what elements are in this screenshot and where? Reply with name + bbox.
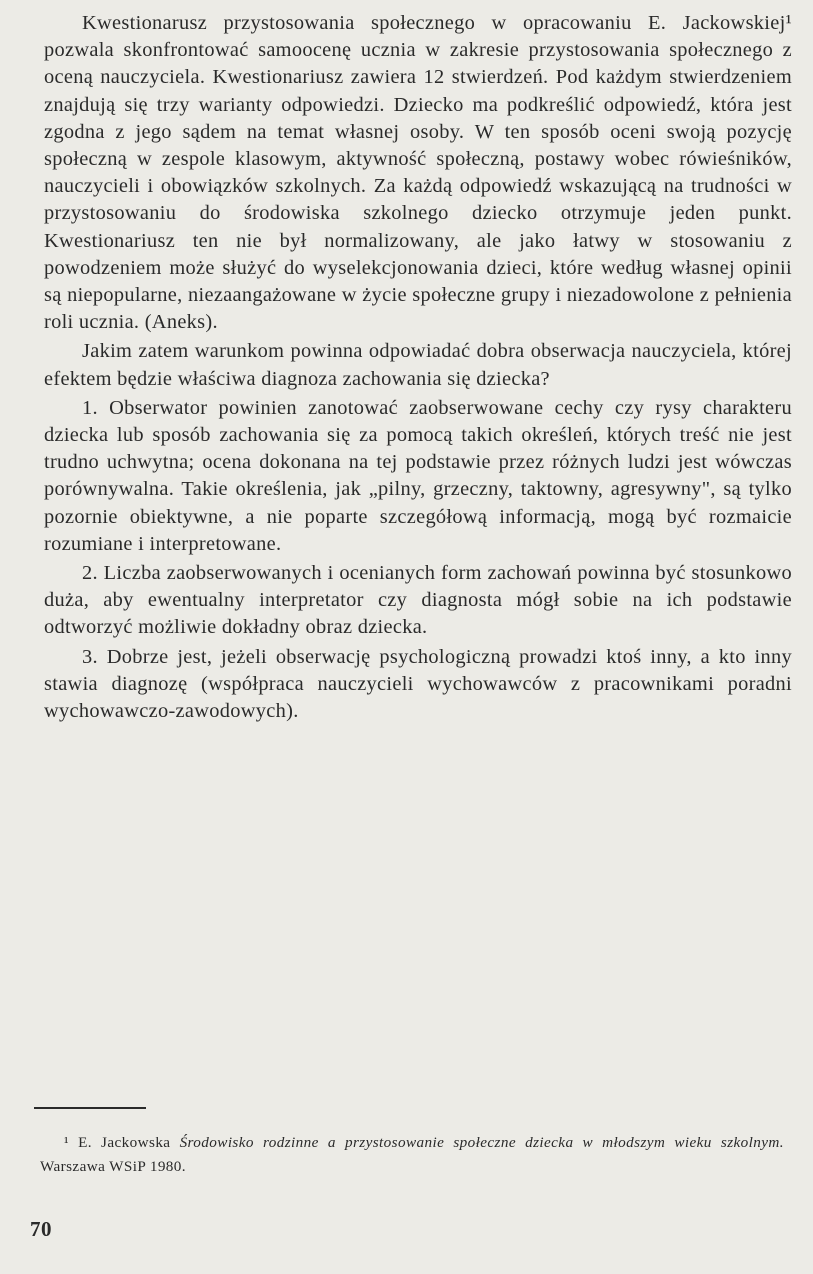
- paragraph-condition-3: 3. Dobrze jest, jeżeli obserwację psychologiczną prowadzi ktoś inny, a kto inny stawia diagnozę (współpraca nauczycieli wychowawców z pracownikami poradni wychowawczo-zawodowych).: [44, 645, 792, 723]
- footnote-title: Środowisko rodzinne a przystosowanie społeczne dziecka w młodszym wieku szkolnym.: [179, 1134, 784, 1151]
- page-number: 70: [30, 1217, 52, 1241]
- paragraph-questionnaire: Kwestionarusz przystosowania społecznego w opracowaniu E. Jackowskiej¹ pozwala skonfrontować samoocenę ucznia w zakresie przystosowania społecznego z oceną nauczyciela. Kwestionariusz zawiera 12 stwierdzeń. Pod każdym stwierdzeniem znajdują się trzy warianty odpowiedzi. Dziecko ma podkreślić odpowiedź, która jest zgodna z jego sądem na temat własnej osoby. W ten sposób oceni swoją pozycję społeczną w zespole klasowym, aktywność społeczną, postawy wobec rówieśników, nauczycieli i obowiązków szkolnych. Za każdą odpowiedź wskazującą na trudności w przystosowaniu do środowiska szkolnego dziecko otrzymuje jeden punkt. Kwestionariusz ten nie był normalizowany, ale jako łatwy w stosowaniu z powodzeniem może służyć do wyselekcjonowania dzieci, które według własnej opinii są niepopularne, niezaangażowane w życie społeczne grupy i niezadowolone z pełnienia roli ucznia. (Aneks).: [44, 12, 792, 334]
- paragraph-question: Jakim zatem warunkom powinna odpowiadać dobra obserwacja nauczyciela, której efektem będzie właściwa diagnoza zachowania się dziecka?: [44, 340, 792, 390]
- footnote-author: E. Jackowska: [78, 1134, 171, 1151]
- footnote-marker: ¹: [64, 1134, 69, 1151]
- footnote-divider: [34, 1107, 146, 1109]
- footnote: [40, 1131, 784, 1179]
- main-text: [44, 10, 792, 725]
- paragraph-condition-2: 2. Liczba zaobserwowanych i ocenianych form zachowań powinna być stosunkowo duża, aby ewentualny interpretator czy diagnosta mógł sobie na ich podstawie odtworzyć możliwie dokładny obraz dziecka.: [44, 562, 792, 639]
- paragraph-condition-1: 1. Obserwator powinien zanotować zaobserwowane cechy czy rysy charakteru dziecka lub sposób zachowania się za pomocą takich określeń, których treść nie jest trudno uchwytna; ocena dokonana na tej podstawie przez różnych ludzi jest wówczas porównywalna. Takie określenia, jak „pilny, grzeczny, taktowny, agresywny", są tylko pozornie obiektywne, a nie poparte szczegółową informacją, mogą być rozmaicie rozumiane i interpretowane.: [44, 396, 792, 555]
- footnote-publisher: Warszawa WSiP 1980.: [40, 1158, 186, 1175]
